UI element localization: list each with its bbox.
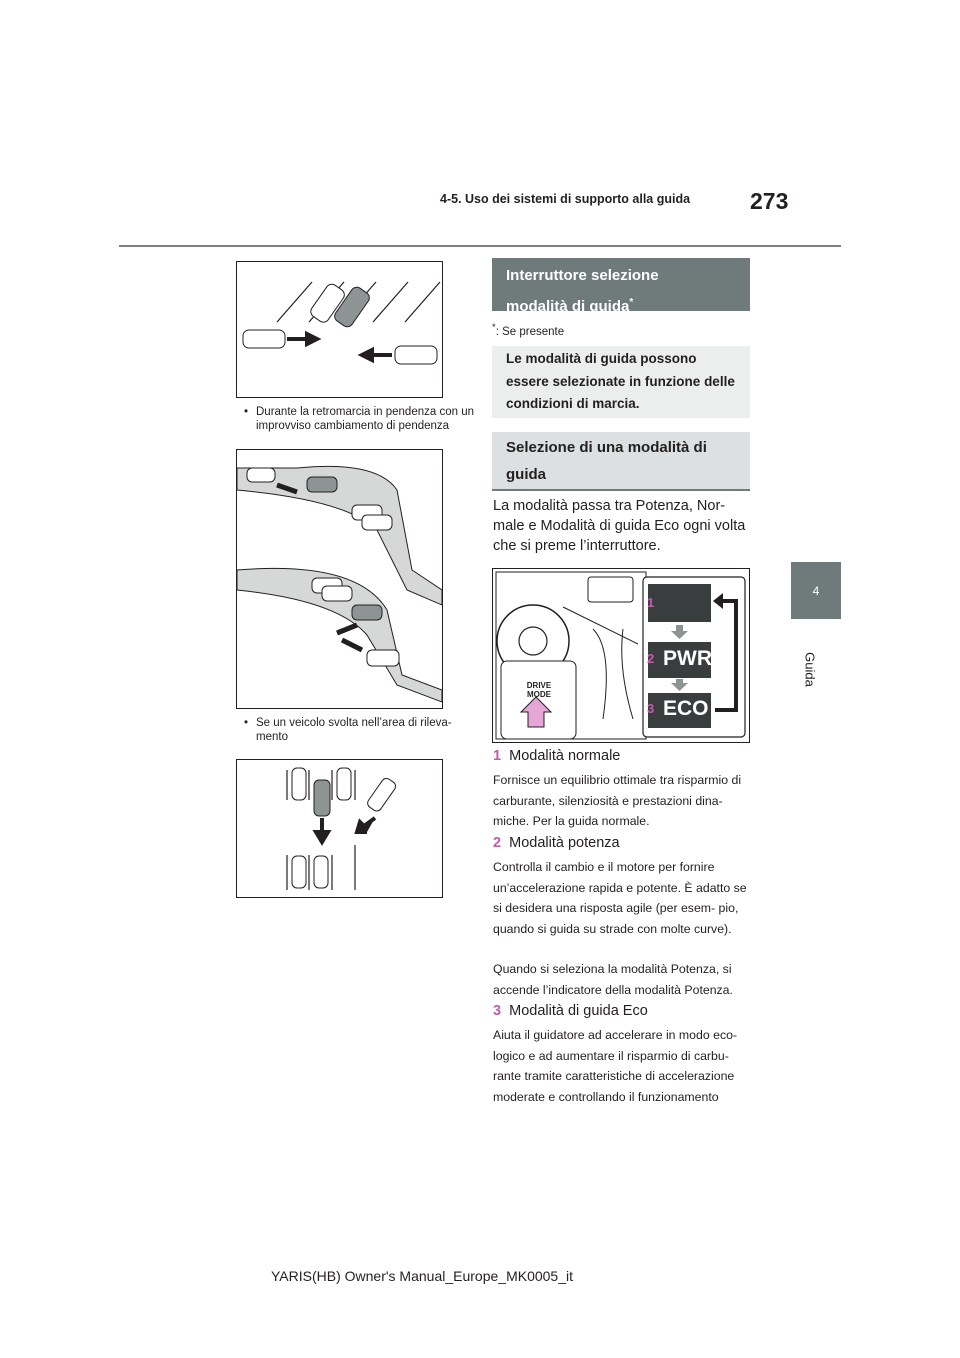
bullet-dot: • [244, 406, 249, 418]
item-number: 2 [493, 835, 502, 851]
footnote-asterisk: * [492, 322, 496, 333]
item-power-text-2: Quando si seleziona la modalità Potenza, si accende l’indicatore della modalità Potenza. [493, 962, 733, 997]
item-eco-text: Aiuta il guidatore ad accelerare in modo eco- logico e ad aumentare il risparmio di carbu- rante tramite caratteristiche di accelerazione moderate e controllando il funzionamento [493, 1028, 738, 1104]
footnote [492, 322, 564, 338]
item-eco-heading [493, 1003, 648, 1019]
item-title: Modalità potenza [509, 835, 620, 851]
item-number: 1 [493, 748, 502, 764]
eco-indicator: ECO [663, 697, 709, 720]
slope-illustration [236, 449, 443, 709]
chapter-label: Guida [802, 652, 818, 687]
mode-switch-paragraph: La modalità passa tra Potenza, Nor- male e Modalità di guida Eco ogni volta che si preme l’interruttore. [493, 498, 746, 554]
item-normal-text: Fornisce un equilibrio ottimale tra risparmio di carburante, silenziosità e prestazioni dina- miche. Per la guida normale. [493, 773, 742, 828]
heading-drive-mode-switch [492, 258, 750, 315]
item-power-text-1: Controlla il cambio e il motore per fornire un’accelerazione rapida e potente. È adatto se si desidera una risposta agile (per esem- pio, quando si guida su strade con molte curve). [493, 860, 747, 936]
chapter-tab: 4 [791, 562, 841, 619]
footnote-text: : Se presente [495, 325, 565, 338]
drive-mode-button-label-2: MODE [527, 690, 551, 699]
item-power-heading [493, 835, 620, 851]
turning-vehicle-illustration [236, 759, 443, 898]
heading-line2: modalità di guida [506, 298, 630, 315]
parking-illustration [236, 261, 443, 398]
item-number: 3 [493, 1003, 502, 1019]
footer-manual-id: YARIS(HB) Owner's Manual_Europe_MK0005_it [271, 1268, 573, 1284]
drive-mode-button-label-1: DRIVE [526, 681, 552, 690]
heading-line1: Interruttore selezione [506, 267, 659, 284]
bullet-dot: • [244, 717, 249, 729]
heading-asterisk: * [629, 297, 634, 308]
item-title: Modalità di guida Eco [509, 1003, 648, 1019]
pwr-indicator: PWR [663, 647, 712, 670]
callout-1: 1 [647, 595, 655, 610]
bullet-text-slope: Durante la retromarcia in pendenza con un improvviso cambiamento di pendenza [256, 406, 474, 432]
page-number: 273 [750, 188, 789, 214]
heading-select-mode: Selezione di una modalità di guida [492, 432, 750, 491]
bullet-text-turn: Se un veicolo svolta nell’area di rileva- mento [256, 717, 452, 743]
header-rule [119, 245, 841, 247]
drive-mode-figure [492, 568, 750, 743]
item-normal-heading [493, 748, 620, 764]
section-title: 4-5. Uso dei sistemi di supporto alla guida [440, 192, 691, 206]
intro-box: Le modalità di guida possono essere selezionate in funzione delle condizioni di marcia. [492, 346, 750, 418]
callout-3: 3 [647, 701, 655, 716]
item-title: Modalità normale [509, 748, 621, 764]
callout-2: 2 [647, 651, 655, 666]
